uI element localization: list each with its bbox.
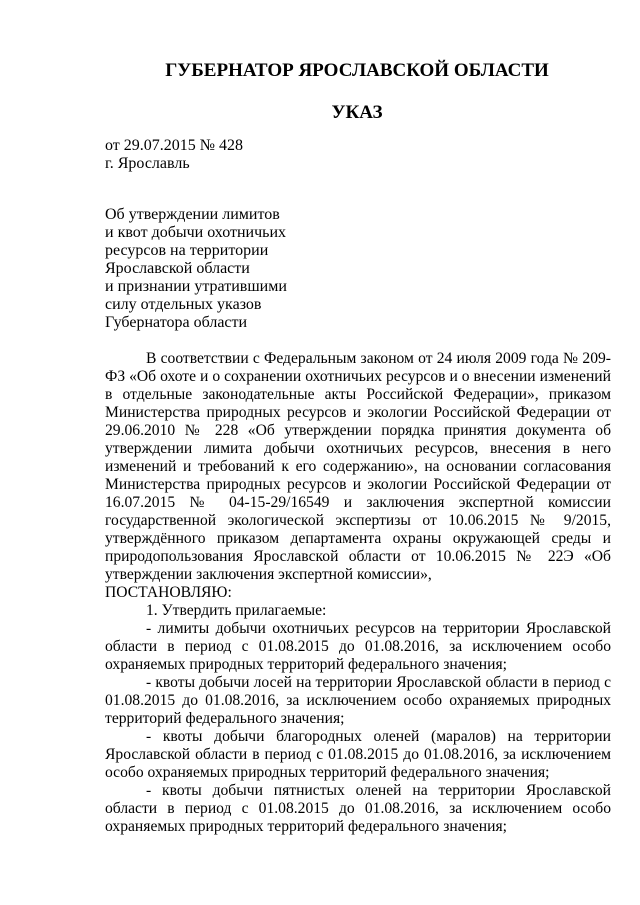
resolve-heading: ПОСТАНОВЛЯЮ: [105, 584, 232, 601]
subject-line: силу отдельных указов [105, 296, 262, 313]
subject-line: и квот добычи охотничьих [105, 224, 287, 241]
item-1: 1. Утвердить прилагаемые: [146, 602, 327, 619]
subject-line: Об утверждении лимитов [105, 206, 280, 223]
list-item: - квоты добычи лосей на территории Ярославской области в период с 01.08.2015 до 01.08.2016, за исключением особо охраняемых природных территорий федерального значения; [105, 674, 611, 727]
subject-line: Ярославской области [105, 260, 250, 277]
document-type-heading: УКАЗ [331, 102, 383, 123]
list-item: - квоты добычи благородных оленей (маралов) на территории Ярославской области в период с 01.08.2015 до 01.08.2016, за исключением особо охраняемых природных территорий федерального значения; [105, 728, 611, 781]
city: г. Ярославль [105, 155, 190, 172]
subject-line: Губернатора области [105, 314, 248, 331]
preamble-paragraph: В соответствии с Федеральным законом от 24 июля 2009 года № 209-ФЗ «Об охоте и о сохранении охотничьих ресурсов и о внесении изменений в отдельные законодательные акты Российской Федерации», приказом Министерства природных ресурсов и экологии Российской Федерации от 29.06.2010 № 228 «Об утверждении порядка принятия документа об утверждении лимита добычи охотничьих ресурсов, внесения в него изменений и требований к его содержанию», на основании согласования Министерства природных ресурсов и экологии Российской Федерации от 16.07.2015 № 04-15-29/16549 и заключения экспертной комиссии государственной экологической экспертизы от 10.06.2015 № 9/2015, утверждённого приказом департамента охраны окружающей среды и природопользования Ярославской области от 10.06.2015 № 22Э «Об утверждении заключения экспертной комиссии», [105, 350, 611, 583]
document-meta [105, 137, 243, 173]
document-subject [105, 206, 287, 332]
list-item: - лимиты добычи охотничьих ресурсов на территории Ярославской области в период с 01.08.2015 до 01.08.2016, за исключением особо охраняемых природных территорий федерального значения; [105, 620, 611, 673]
document-body [105, 350, 611, 836]
list-item: - квоты добычи пятнистых оленей на территории Ярославской области в период с 01.08.2015 до 01.08.2016, за исключением особо охраняемых природных территорий федерального значения; [105, 782, 611, 835]
date-and-number: от 29.07.2015 № 428 [105, 137, 244, 154]
issuing-authority-heading: ГУБЕРНАТОР ЯРОСЛАВСКОЙ ОБЛАСТИ [165, 60, 549, 81]
subject-line: ресурсов на территории [105, 242, 269, 259]
subject-line: и признании утратившими [105, 278, 287, 295]
